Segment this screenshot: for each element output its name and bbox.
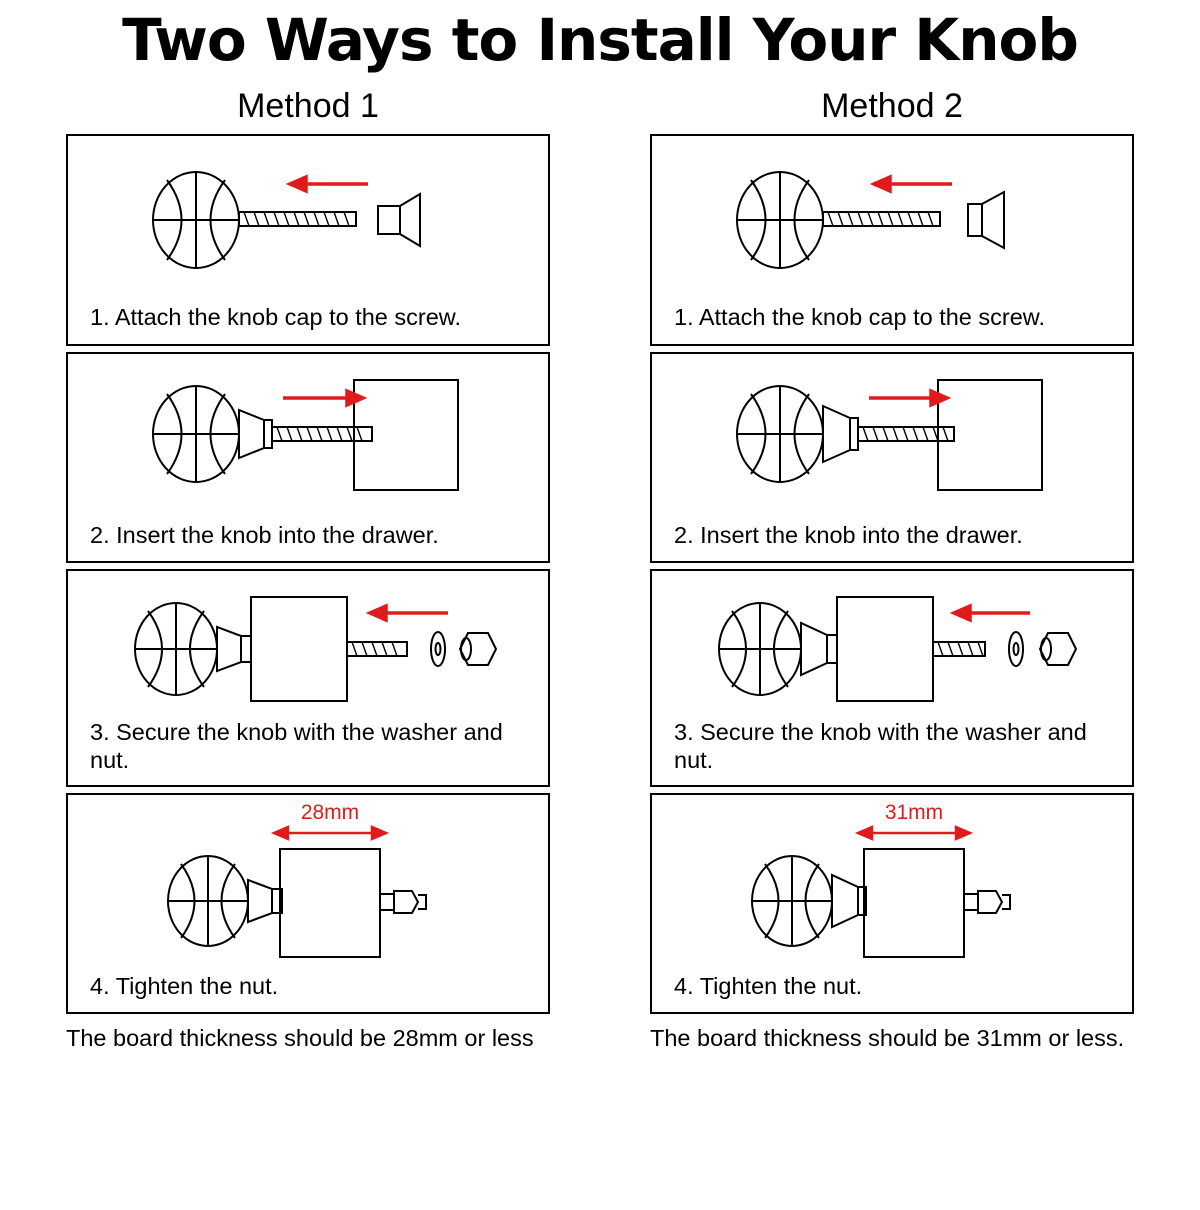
method-2-step-2-caption: 2. Insert the knob into the drawer. [674,521,1023,548]
method-1-step-1-caption: 1. Attach the knob cap to the screw. [90,303,462,330]
method-2-step-4-caption: 4. Tighten the nut. [674,972,863,999]
method-1-step-2-caption: 2. Insert the knob into the drawer. [90,521,439,548]
method-2-step-1-illustration [652,136,1132,304]
method-2-heading: Method 2 [821,86,963,125]
method-2-footnote: The board thickness should be 31mm or less. [650,1025,1125,1052]
method-1-step-4 [66,793,550,1015]
method-2-step-3-illustration [652,571,1132,719]
method-2-step-2 [650,352,1134,564]
methods-container [0,87,1200,1054]
method-2-step-1-caption: 1. Attach the knob cap to the screw. [674,303,1046,330]
page-title: Two Ways to Install Your Knob [122,6,1078,74]
method-1-heading: Method 1 [237,86,379,125]
method-2-column [650,87,1134,1054]
method-1-step-3 [66,569,550,786]
method-1-step-3-caption: 3. Secure the knob with the washer and nut. [90,719,503,774]
method-1-step-2-illustration [68,354,548,522]
method-2-step-3 [650,569,1134,786]
method-2-dimension-label: 31mm [884,800,944,824]
method-1-step-3-illustration [68,571,548,719]
method-2-step-4-illustration [652,795,1132,973]
method-1-step-2 [66,352,550,564]
method-1-step-1 [66,134,550,346]
method-2-step-1 [650,134,1134,346]
install-instructions-page [0,6,1200,1210]
method-1-step-1-illustration [68,136,548,304]
method-1-footnote: The board thickness should be 28mm or less [66,1025,534,1052]
method-1-column [66,87,550,1054]
method-2-step-3-caption: 3. Secure the knob with the washer and nut. [674,719,1087,774]
method-2-step-4 [650,793,1134,1015]
method-1-step-4-caption: 4. Tighten the nut. [90,972,279,999]
method-1-dimension-label: 28mm [300,800,360,824]
method-1-step-4-illustration [68,795,548,973]
method-2-step-2-illustration [652,354,1132,522]
